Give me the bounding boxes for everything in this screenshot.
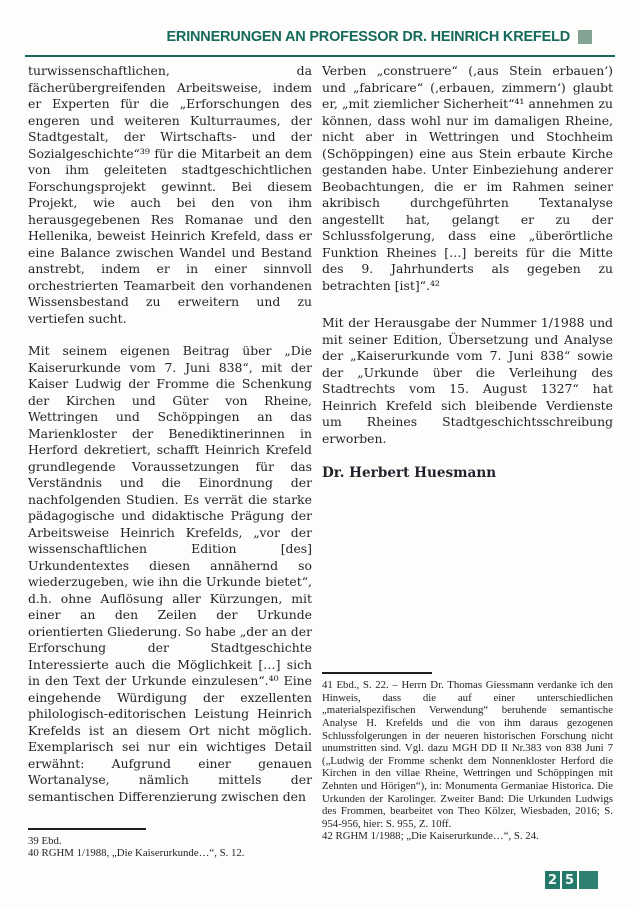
running-header (166, 29, 592, 45)
column-spacer (322, 482, 613, 673)
body-paragraph: Mit der Herausgabe der Nummer 1/1988 und mit seiner Edition, Übersetzung und Analyse der „Kaiserurkunde vom 7. Juni 838“ sowie der „Urkunde über die Verleihung des Stadtrechts vom 15. August 1327“ hat Heinrich Krefeld sich bleibende Verdienste um Rheines Stadtgeschichtsschreibung erworben. (322, 315, 613, 446)
page-number-digit: 2 (545, 871, 560, 889)
page-number-digit: 5 (562, 871, 577, 889)
body-paragraph: Verben „construere“ (‚aus Stein erbauen‘) und „fabricare“ (‚erbauen, zimmern‘) glaubt er, „mit ziemlicher Sicherheit“⁴¹ annehmen zu können, dass wohl nur im damaligen Rheine, nicht aber in Wettringen und Stochheim (Schöppingen) eine aus Stein erbaute Kirche gestanden habe. Unter Einbeziehung anderer Beobachtungen, die er im Rahmen seiner akribisch durchgeführten Textanalyse angestellt hat, gelangt er zu der Schlussfolgerung, dass eine „überörtliche Funktion Rheines […] bereits für die Mitte des 9. Jahrhunderts als gegeben zu betrachten [ist]“.⁴² (322, 63, 613, 293)
page-number (545, 871, 598, 889)
footnote-block-right (322, 672, 613, 843)
page-number-ornament (579, 871, 598, 889)
footnote-block-left (28, 828, 312, 860)
footnote: 40 RGHM 1/1988, „Die Kaiserurkunde…“, S. 12. (28, 847, 245, 860)
body-paragraph: Mit seinem eigenen Beitrag über „Die Kaiserurkunde vom 7. Juni 838“, mit der Kaiser Ludwig der Fromme die Schenkung der Kirchen und Güter von Rheine, Wettringen und Schöppingen an das Marienkloster der Benediktinerinnen in Herford dekretiert, schafft Heinrich Krefeld grundlegende Voraussetzungen für das Verständnis und die Einordnung der nachfolgenden Studien. Es verrät die starke pädagogische und didaktische Prägung der Arbeitsweise Heinrich Krefelds, „vor der wissenschaftlichen Edition [des] Urkundentextes diesen annähernd so wiederzugeben, wie ihn die Urkunde bietet“, d.h. ohne Auflösung aller Kürzungen, mit einer an den Zeilen der Urkunde orientierten Gliederung. So habe „der an der Erforschung der Stadtgeschichte Interessierte auch die Möglichkeit […] sich in den Text der Urkunde einzulesen“.⁴⁰ Eine eingehende Würdigung der exzellenten philologisch-editorischen Leistung Heinrich Krefelds ist an diesem Ort nicht möglich. Exemplarisch sei nur ein wichtiges Detail erwähnt: Aufgrund einer genauen Wortanalyse, nämlich mittels der semantischen Differenzierung zwischen den (28, 343, 312, 804)
right-column (322, 63, 613, 843)
author-signature: Dr. Herbert Huesmann (322, 465, 497, 481)
footnote-divider (28, 828, 146, 830)
header-divider (25, 55, 615, 57)
header-square-ornament (578, 30, 592, 44)
footnote: 42 RGHM 1/1988; „Die Kaiserurkunde…“, S. 24. (322, 830, 539, 843)
left-column (28, 63, 312, 860)
body-paragraph: turwissenschaftlichen, da fächerübergreifenden Arbeitsweise, indem er Experten für die „Erforschungen des engeren und weiteren Kulturraumes, der Stadtgestalt, der Wirtschafts- und der Sozialgeschichte“³⁹ für die Mitarbeit an dem von ihm geleiteten stadtgeschichtlichen Forschungsprojekt gewinnt. Bei diesem Projekt, wie auch bei den von ihm herausgegebenen Res Romanae und den Hellenika, beweist Heinrich Krefeld, dass er eine Balance zwischen Wandel und Bestand anstrebt, indem er in einer sinnvoll orchestrierten Teamarbeit den vorhandenen Wissensbestand zu erweitern und zu vertiefen sucht. (28, 63, 312, 326)
page-title: ERINNERUNGEN AN PROFESSOR DR. HEINRICH KREFELD (166, 29, 570, 45)
column-spacer (28, 805, 312, 828)
footnote: 39 Ebd. (28, 834, 62, 847)
footnote-divider (322, 672, 432, 674)
footnote: 41 Ebd., S. 22. – Herrn Dr. Thomas Giessmann verdanke ich den Hinweis, dass die auf einer unterschiedlichen „materialspezifischen Verwendung“ beruhende semantische Analyse H. Krefelds und die von ihm daraus gezogenen Schlussfolgerungen in der neueren historischen Forschung nicht unumstritten sind. Vgl. dazu MGH DD II Nr.383 von 838 Juni 7 („Ludwig der Fromme schenkt dem Nonnenkloster Herford die Kirchen in den villae Rheine, Wettringen und Schöppingen mit Zehnten und Hörigen“), in: Monumenta Germaniae Historica. Die Urkunden der Karolinger. Zweiter Band: Die Urkunden Ludwigs des Frommen, bearbeitet von Theo Kölzer, Wiesbaden, 2016; S. 954-956, hier: S. 955, Z. 10ff. (322, 679, 613, 830)
